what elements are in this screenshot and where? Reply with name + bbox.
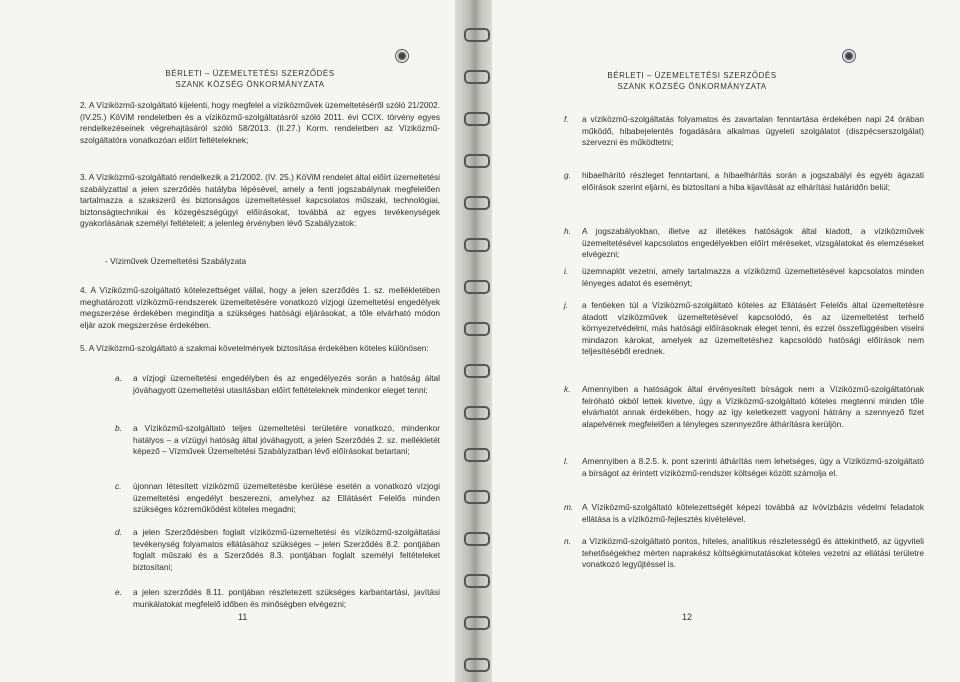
binding-ring <box>464 658 490 672</box>
binding-ring <box>464 364 490 378</box>
left-page <box>0 0 462 682</box>
header-line2: SZANK KÖZSÉG ÖNKORMÁNYZATA <box>617 82 767 91</box>
binding-ring <box>464 112 490 126</box>
paragraph-5: 5. A Víziközmű-szolgáltató a szakmai követelmények biztosítása érdekében köteles különösen: <box>80 343 429 353</box>
list-item-c <box>115 481 440 516</box>
binding-ring <box>464 70 490 84</box>
list-label: n. <box>564 536 571 546</box>
list-text: újonnan létesített víziközmű üzemeltetésbe kerülése esetén a vonatkozó vízjogi üzemeltetési engedélyt beszerezni, amelyhez az Ellátásért Felelős minden szükséges közreműködést köteles megadni; <box>133 481 440 515</box>
paragraph-2: 2. A Víziközmű-szolgáltató kijelenti, hogy megfelel a víziközművek üzemeltetéséről szóló 21/2002. (IV.25.) KöViM rendeletben és a víziközmű-szolgáltatásról szóló 2011. évi CCIX. törvény egyes rendelkezéseinek végrehajtásáról szóló 58/2013. (II.27.) Korm. rendeletben az Víziközmű-szolgáltatóra vonatkozóan előírt feltételeknek; <box>80 100 440 145</box>
list-label: m. <box>564 502 574 512</box>
binding-ring <box>464 616 490 630</box>
list-item-a <box>115 373 440 396</box>
list-text: a Víziközmű-szolgáltató pontos, hiteles, analitikus részletességű és áttekinthető, az ügyviteli tehetőségekhez mérten naprakész költségkimutatásokat köteles vezetni az ellátási területre vonatkozó legyűjtéssel is. <box>582 536 924 570</box>
page-number-right: 12 <box>682 612 693 622</box>
list-text: a jelen Szerződésben foglalt víziközmű-üzemeltetési és víziközmű-szolgáltatási tevékenység folyamatos ellátásához szükséges – jelen Szerződés 8.2. pontjában foglalt műszaki és a Szerződés 8.3. pontjában foglalt személyi feltételeket biztosítani; <box>133 527 440 572</box>
list-item-m <box>564 502 924 525</box>
list-item-e <box>115 587 440 610</box>
list-item-n <box>564 536 924 571</box>
list-item-i <box>564 266 924 289</box>
right-header <box>592 70 792 92</box>
list-text: A Víziközmű-szolgáltató kötelezettségét képezi továbbá az ivóvízbázis védelmi feladatok ellátása is a víziközmű-fejlesztés kivételével. <box>582 502 924 524</box>
list-text: a víziközmű-szolgáltatás folyamatos és zavartalan fenntartása érdekében napi 24 órában működő, hibabejelentés fogadására alkalmas ügyeleti szolgálatot (diszpécserszolgálat) szervezni és működtetni; <box>582 114 924 148</box>
list-item-j <box>564 300 924 358</box>
page-number-left: 11 <box>238 612 248 622</box>
binding-ring <box>464 238 490 252</box>
logo-icon <box>395 49 409 63</box>
list-text: A jogszabályokban, illetve az illetékes hatóságok által kiadott, a víziközművek üzemeltetésével kapcsolatos engedélyekben előírt méréseket, vizsgálatokat és elemzéseket elvégezni; <box>582 226 924 260</box>
binding-ring <box>464 574 490 588</box>
paragraph-4: 4. A Víziközmű-szolgáltató kötelezettséget vállal, hogy a jelen szerződés 1. sz. mellékletében meghatározott víziközmű-rendszerek üzemeltetésére vonatkozó vízjogi üzemeltetési engedélyek megszerzése érdekében megindítja a szükséges hatósági eljárásokat, a tőle elvárható módon eljár azok megszerzése érdekében. <box>80 285 440 330</box>
list-label: e. <box>115 587 122 597</box>
logo-icon <box>842 49 856 63</box>
left-header <box>150 68 350 90</box>
binding-ring <box>464 490 490 504</box>
list-text: Amennyiben a hatóságok által érvényesített bírságok nem a Víziközmű-szolgáltatónak felróható okból lettek kivetve, úgy a Víziközmű-szolgáltató köteles megtenni minden tőle elvárhatót annak érdekében, hogy az így keletkezett vagyoni hátrány a szennyező fizet alapelvének megfelelően a tényleges szennyezőre áthárításra kerüljön. <box>582 384 924 429</box>
binding-ring <box>464 28 490 42</box>
list-text: a Víziközmű-szolgáltató teljes üzemeltetési területére vonatkozó, mindenkor hatályos – a vízügyi hatóság által jóváhagyott, a jelen Szerződés 2. sz. mellékletét képező – Vízművek Üzemeltetési Szabályzatban lévő előírásokat betartani; <box>133 423 440 457</box>
list-item-g <box>564 170 924 193</box>
list-item-k <box>564 384 924 430</box>
binding-ring <box>464 322 490 336</box>
list-label: i. <box>564 266 569 276</box>
list-item-h <box>564 226 924 261</box>
list-label: j. <box>564 300 569 310</box>
list-label: h. <box>564 226 571 236</box>
list-item-f <box>564 114 924 149</box>
list-text: hibaelhárító részleget fenntartani, a hibaelhárítás során a jogszabályi és egyéb ágazati előírások szerint eljárni, és biztosítani a hiba kijavítását az elhárítási határidőn belül; <box>582 170 924 192</box>
header-line1: BÉRLETI – ÜZEMELTETÉSI SZERZŐDÉS <box>607 71 777 80</box>
binding-ring <box>464 196 490 210</box>
list-text: üzemnaplót vezetni, amely tartalmazza a víziközmű üzemeltetésével kapcsolatos minden lényeges adatot és eseményt; <box>582 266 924 288</box>
list-item-l <box>564 456 924 479</box>
header-line2: SZANK KÖZSÉG ÖNKORMÁNYZATA <box>175 80 325 89</box>
binding-ring <box>464 280 490 294</box>
binding-ring <box>464 448 490 462</box>
list-item-d <box>115 527 440 573</box>
list-label: b. <box>115 423 122 433</box>
paragraph-3: 3. A Víziközmű-szolgáltató rendelkezik a 21/2002. (IV. 25.) KöViM rendelet által előírt üzemeltetési szabályzattal a jelen szerződés hatályba lépésével, amely a fenti jogszabálynak megfelelően tartalmazza a szakszerű és biztonságos üzemeltetéssel kapcsolatos műszaki, technológiai, biztonságtechnikai és közegészségügyi előírásokat, továbbá az egyes tevékenységek gyakorlásának személyi feltételeit; a jelenleg érvényben lévő Szabályzatok: <box>80 172 440 229</box>
binding-ring <box>464 532 490 546</box>
list-text: a vízjogi üzemeltetési engedélyben és az engedélyezés során a hatóság által jóváhagyott üzemeltetési utasításban előírt feltételeknek mindenkor eleget tenni; <box>133 373 440 395</box>
bullet-item: - Víziművek Üzemeltetési Szabályzata <box>105 256 247 266</box>
list-label: l. <box>564 456 569 466</box>
list-label: a. <box>115 373 122 383</box>
list-text: Amennyiben a 8.2.5. k. pont szerinti áthárítás nem lehetséges, úgy a Víziközmű-szolgáltató a bírságot az érintett víziközmű-rendszer költségei között számolja el. <box>582 456 924 478</box>
list-label: c. <box>115 481 122 491</box>
header-line1: BÉRLETI – ÜZEMELTETÉSI SZERZŐDÉS <box>165 69 335 78</box>
right-page <box>492 0 960 682</box>
list-text: a fentieken túl a Víziközmű-szolgáltató köteles az Ellátásért Felelős által üzemeltetésre átadott víziközművek üzemeltetésével kapcsolódó, és az üzemeltetést terhelő környezetvédelmi, más hatósági előírásoknak eleget tenni, és ezzel összefüggésben viselni mindazon károkat, amelyek az üzemeltetéshez kapcsolódó hatósági előírások nem teljesítéséből erednek. <box>582 300 924 357</box>
list-label: g. <box>564 170 571 180</box>
binding-ring <box>464 154 490 168</box>
binding-ring <box>464 406 490 420</box>
list-label: d. <box>115 527 122 537</box>
list-item-b <box>115 423 440 458</box>
list-text: a jelen szerződés 8.11. pontjában részletezett szükséges karbantartási, javítási munkálatokat megfelelő időben és minőségben elvégezni; <box>133 587 440 609</box>
list-label: k. <box>564 384 571 394</box>
list-label: f. <box>564 114 569 124</box>
